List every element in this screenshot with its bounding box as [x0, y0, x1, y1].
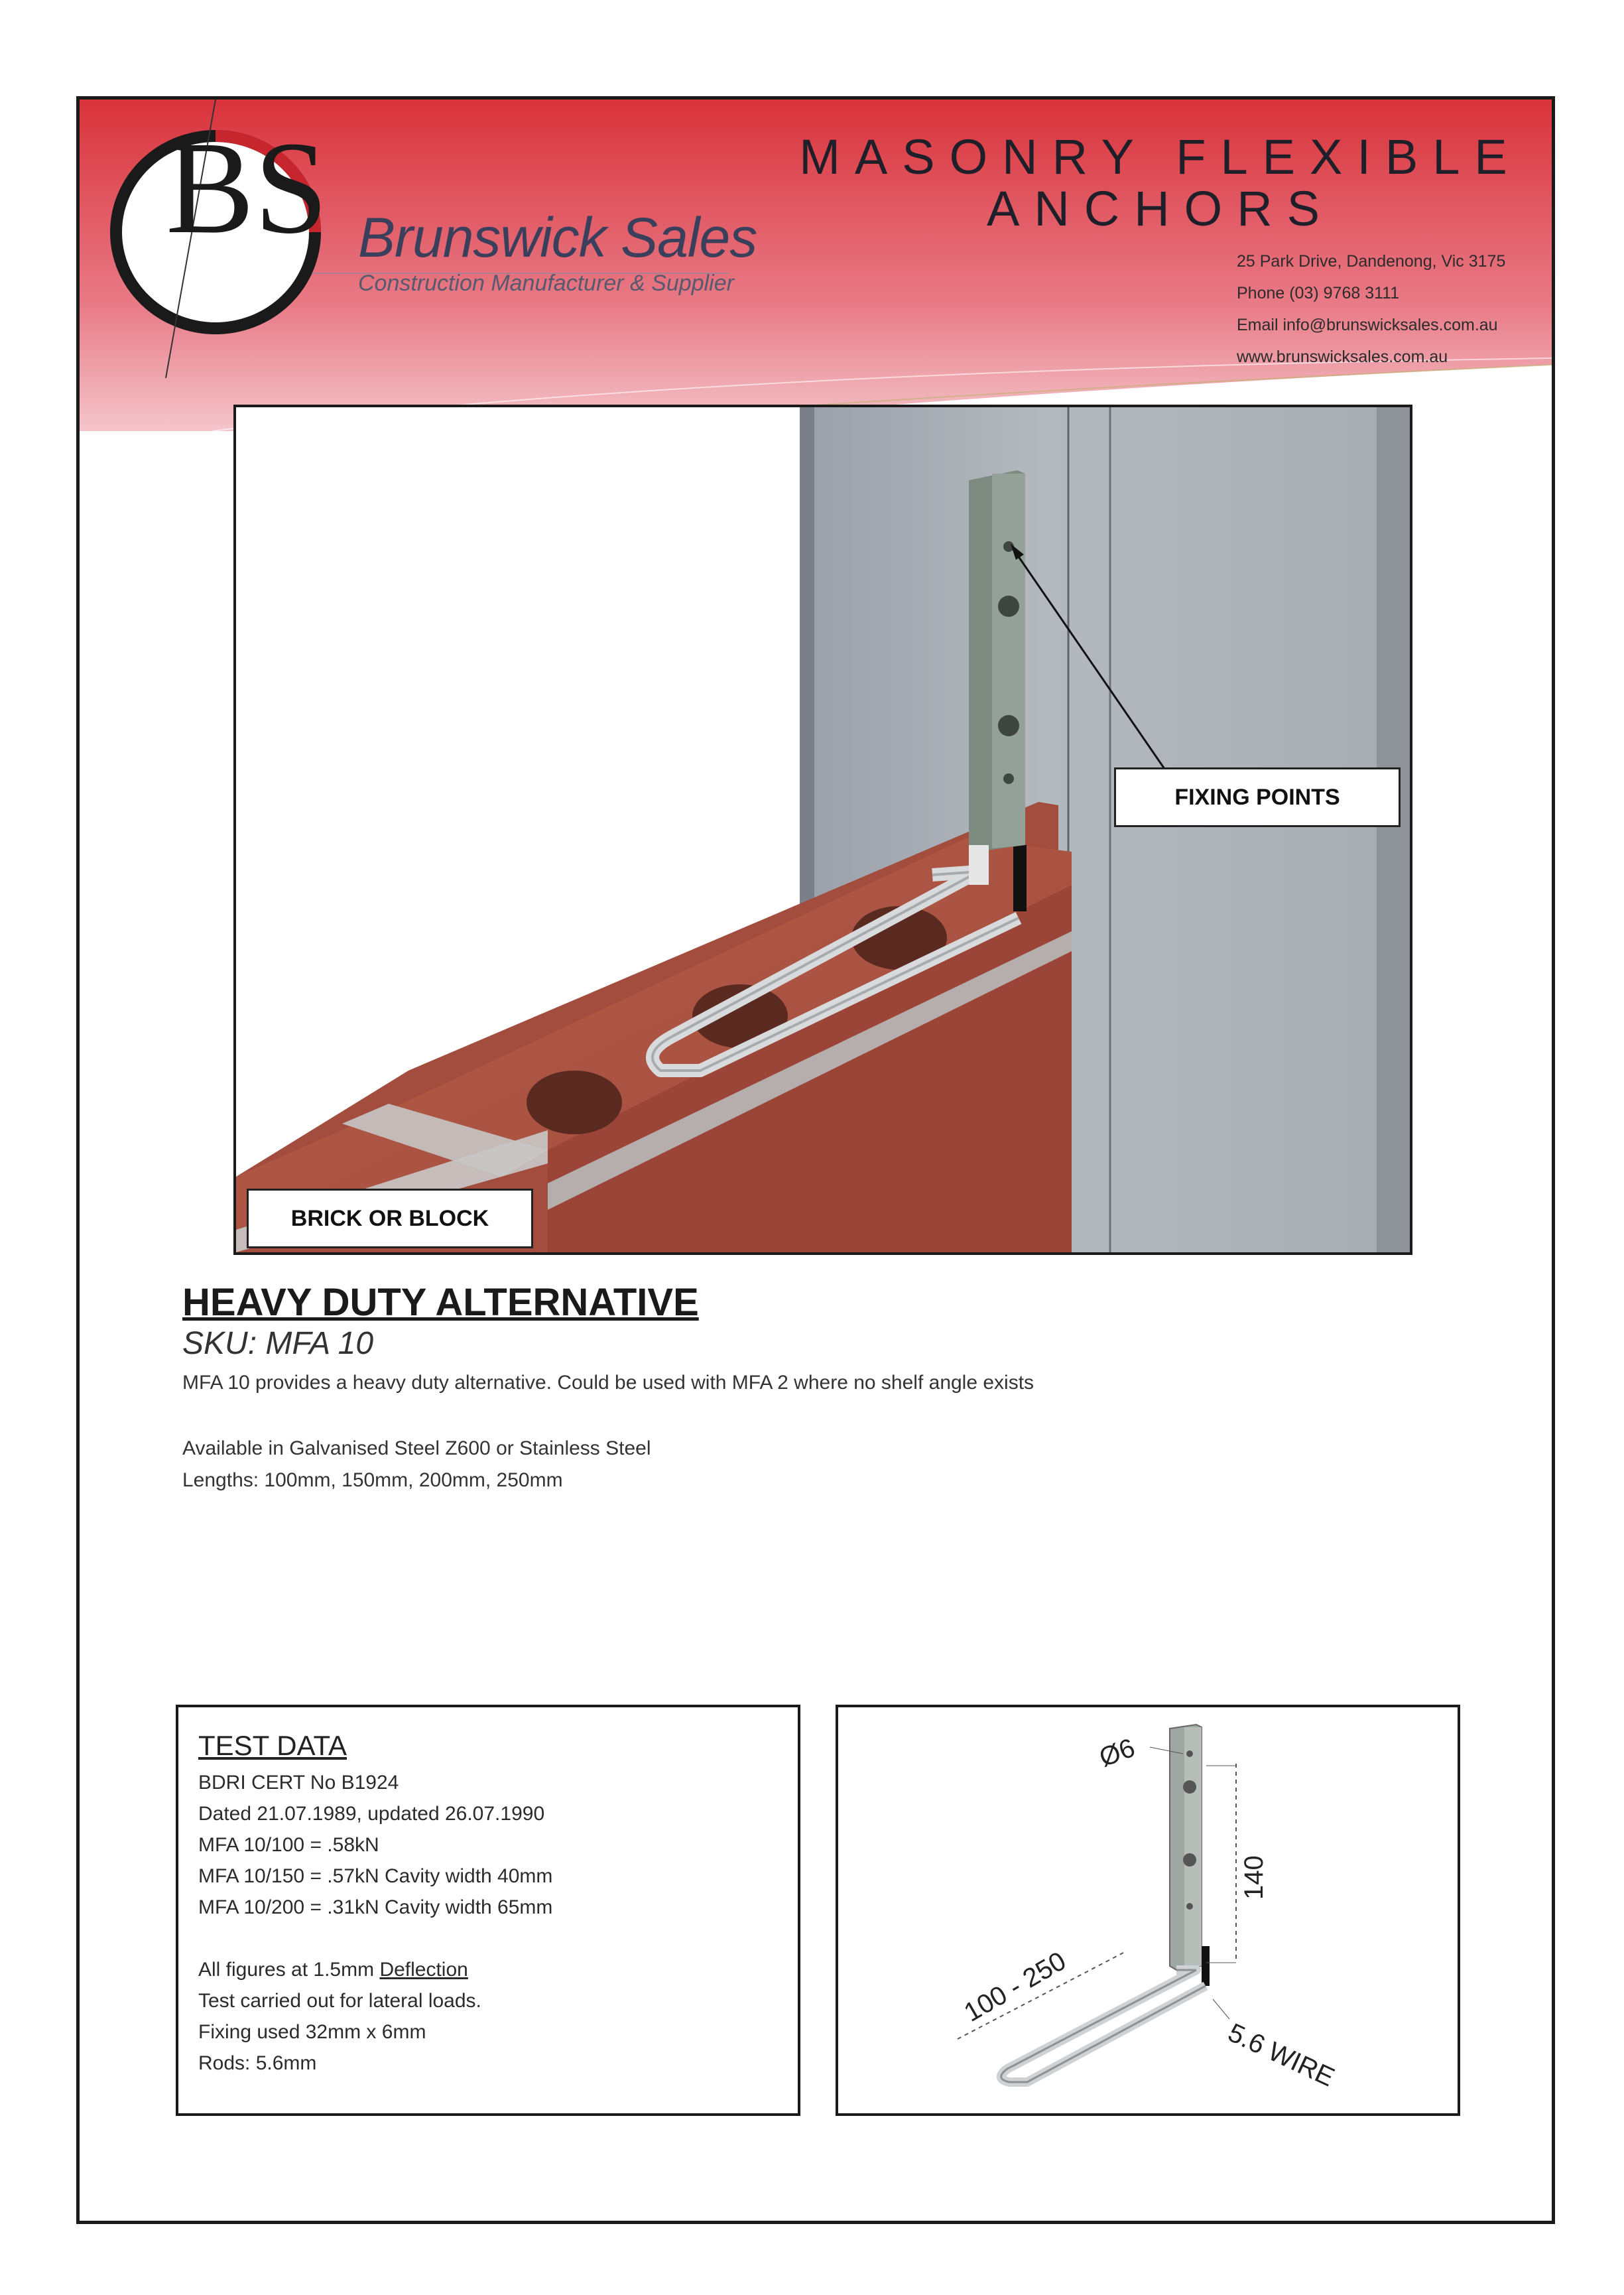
test-note: Test carried out for lateral loads.	[198, 1990, 481, 2012]
product-sku: SKU: MFA 10	[182, 1326, 374, 1361]
contact-website: www.brunswicksales.com.au	[1237, 348, 1448, 366]
dim-length: 100 - 250	[959, 1946, 1071, 2028]
dimension-diagram	[836, 1705, 1460, 2116]
test-dated: Dated 21.07.1989, updated 26.07.1990	[198, 1803, 545, 1825]
contact-phone: Phone (03) 9768 3111	[1237, 284, 1400, 302]
test-result-100: MFA 10/100 = .58kN	[198, 1834, 379, 1856]
product-illustration	[233, 405, 1412, 1255]
logo-letter-b: BS	[166, 115, 328, 261]
anchor-illustration	[236, 407, 1410, 1252]
page-frame	[76, 96, 1555, 2224]
dim-hole: Ø6	[1095, 1733, 1139, 1773]
test-figures-prefix: All figures at 1.5mm	[198, 1959, 380, 1981]
brand-name: Brunswick Sales	[358, 206, 757, 269]
test-fixing: Fixing used 32mm x 6mm	[198, 2021, 426, 2043]
contact-address: 25 Park Drive, Dandenong, Vic 3175	[1237, 252, 1506, 271]
test-data-box	[176, 1705, 800, 2116]
dim-height: 140	[1239, 1855, 1269, 1900]
dimension-drawing	[838, 1707, 1458, 2113]
contact-block	[1237, 245, 1505, 373]
dim-wire: 5.6 WIRE	[1223, 2018, 1339, 2093]
brand-logo	[80, 99, 365, 378]
product-heading: HEAVY DUTY ALTERNATIVE	[182, 1281, 699, 1324]
test-data-title: TEST DATA	[198, 1730, 347, 1761]
document-title: MASONRY FLEXIBLE ANCHORS	[799, 129, 1522, 236]
product-lengths: Lengths: 100mm, 150mm, 200mm, 250mm	[182, 1469, 563, 1491]
brand-tagline: Construction Manufacturer & Supplier	[358, 271, 734, 296]
test-cert: BDRI CERT No B1924	[198, 1772, 399, 1794]
test-rods: Rods: 5.6mm	[198, 2052, 317, 2074]
contact-email: Email info@brunswicksales.com.au	[1237, 316, 1498, 334]
product-availability: Available in Galvanised Steel Z600 or Stainless Steel	[182, 1437, 651, 1459]
test-result-150: MFA 10/150 = .57kN Cavity width 40mm	[198, 1865, 553, 1887]
callout-brick-or-block: BRICK OR BLOCK	[247, 1189, 533, 1248]
test-figures-deflection: Deflection	[379, 1959, 468, 1981]
product-availability-block	[182, 1433, 651, 1496]
test-result-200: MFA 10/200 = .31kN Cavity width 65mm	[198, 1896, 553, 1918]
header-banner	[80, 99, 1552, 431]
callout-fixing-points: FIXING POINTS	[1114, 767, 1401, 827]
product-description: MFA 10 provides a heavy duty alternative. Could be used with MFA 2 where no shelf angle exists	[182, 1372, 1034, 1394]
test-figures	[198, 1954, 778, 1985]
